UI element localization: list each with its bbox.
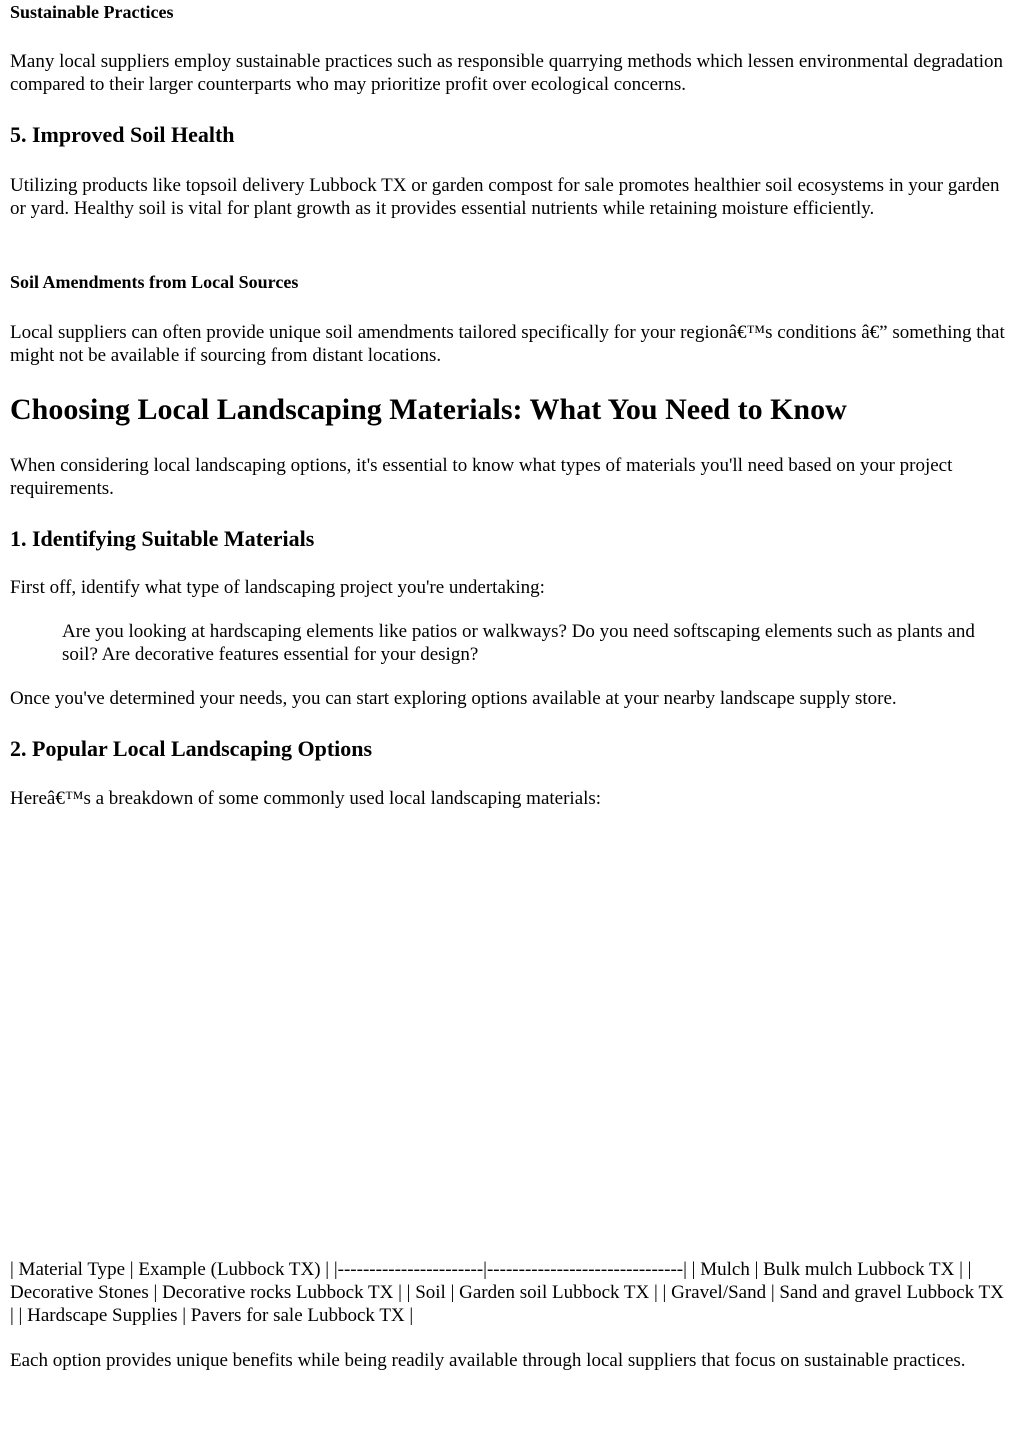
determined-needs-paragraph: Once you've determined your needs, you can start exploring options available at your nearby landscape supply store. — [10, 688, 897, 709]
popular-options-paragraph: Hereâ€™s a breakdown of some commonly used local landscaping materials: — [10, 788, 602, 809]
identifying-materials-heading: 1. Identifying Suitable Materials — [10, 526, 315, 551]
choosing-materials-heading: Choosing Local Landscaping Materials: What You Need to Know — [10, 393, 847, 426]
materials-table-text: | Material Type | Example (Lubbock TX) | |-----------------------|-------------------------------| | Mulch | Bulk mulch Lubbock TX | | Decorative Stones | Decorative rocks Lubbock TX | | Soil | Garden soil Lubbock TX | | Gravel/Sand | Sand and gravel Lubbock TX | | Hardscape Supplies | Pavers for sale Lubbock TX | — [10, 1259, 1004, 1326]
improved-soil-health-heading: 5. Improved Soil Health — [10, 122, 235, 147]
improved-soil-health-paragraph: Utilizing products like topsoil delivery Lubbock TX or garden compost for sale promotes healthier soil ecosystems in your garden or yard. Healthy soil is vital for plant growth as it provides essential nutrients while retaining moisture efficiently. — [10, 175, 1000, 219]
choosing-materials-paragraph: When considering local landscaping options, it's essential to know what types of materials you'll need based on your project requirements. — [10, 455, 953, 499]
sustainable-practices-paragraph: Many local suppliers employ sustainable practices such as responsible quarrying methods which lessen environmental degradation compared to their larger counterparts who may prioritize profit over ecological concerns. — [10, 51, 1004, 95]
identifying-materials-paragraph: First off, identify what type of landscaping project you're undertaking: — [10, 577, 545, 598]
soil-amendments-paragraph: Local suppliers can often provide unique soil amendments tailored specifically for your regionâ€™s conditions â€” something that might not be available if sourcing from distant locations. — [10, 322, 1005, 366]
project-questions-blockquote: Are you looking at hardscaping elements like patios or walkways? Do you need softscaping elements such as plants and soil? Are decorative features essential for your design? — [62, 621, 975, 665]
sustainable-practices-heading: Sustainable Practices — [10, 2, 174, 22]
soil-amendments-heading: Soil Amendments from Local Sources — [10, 272, 299, 292]
popular-options-heading: 2. Popular Local Landscaping Options — [10, 736, 373, 761]
closing-paragraph: Each option provides unique benefits while being readily available through local suppliers that focus on sustainable practices. — [10, 1350, 966, 1371]
